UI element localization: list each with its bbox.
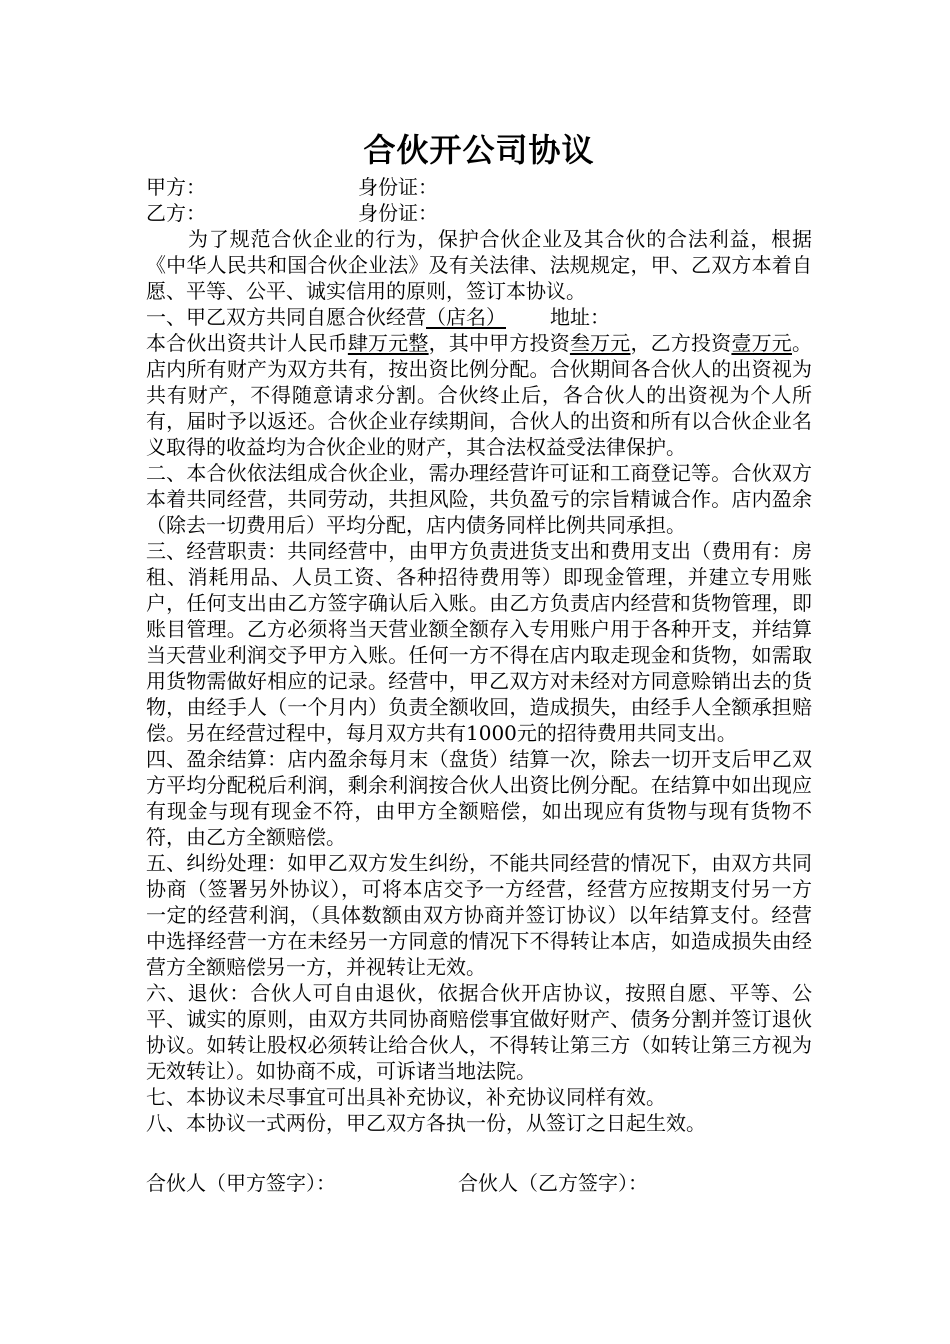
total-capital: 肆万元整 xyxy=(347,331,429,355)
party-a-label: 甲方： xyxy=(146,175,206,199)
clause-1 xyxy=(146,304,812,330)
shop-name-placeholder: （店名） xyxy=(426,305,506,329)
clause-8: 八、本协议一式两份，甲乙双方各执一份，从签订之日起生效。 xyxy=(146,1111,706,1135)
party-b-label: 乙方： xyxy=(146,201,206,225)
clause-4: 四、盈余结算：店内盈余每月末（盘货）结算一次，除去一切开支后甲乙双方平均分配税后利润，剩余利润按合伙人出资比例分配。在结算中如出现应有现金与现有现金不符，由甲方全额赔偿，如出现应有货物与现有货物不符，由乙方全额赔偿。 xyxy=(146,747,812,849)
document-page xyxy=(146,128,812,1196)
spacer xyxy=(146,1136,812,1162)
signature-party-b: 合伙人（乙方签字）： xyxy=(458,1171,648,1195)
address-label: 地址： xyxy=(550,305,610,329)
document-title: 合伙开公司协议 xyxy=(363,131,595,169)
clause-7: 七、本协议未尽事宜可出具补充协议，补充协议同样有效。 xyxy=(146,1085,666,1109)
signature-party-a: 合伙人（甲方签字）： xyxy=(146,1171,336,1195)
party-b-row xyxy=(146,200,812,226)
clause-6: 六、退伙：合伙人可自由退伙，依据合伙开店协议，按照自愿、平等、公平、诚实的原则，由双方共同协商赔偿事宜做好财产、债务分割并签订退伙协议。如转让股权必须转让给合伙人，不得转让第三方（如转让第三方视为无效转让）。如协商不成，可诉诸当地法院。 xyxy=(146,981,812,1083)
party-a-row xyxy=(146,174,812,200)
capital-paragraph: 本合伙出资共计人民币肆万元整，其中甲方投资叁万元，乙方投资壹万元。店内所有财产为双方共有，按出资比例分配。合伙期间各合伙人的出资视为共有财产，不得随意请求分割。合伙终止后，各合伙人的出资视为个人所有，届时予以返还。合伙企业存续期间，合伙人的出资和所有以合伙企业名义取得的收益均为合伙企业的财产，其合法权益受法律保护。 xyxy=(146,331,812,459)
signature-row xyxy=(146,1170,812,1196)
clause-1-prefix: 一、甲乙双方共同自愿合伙经营 xyxy=(146,305,426,329)
clause-2: 二、本合伙依法组成合伙企业，需办理经营许可证和工商登记等。合伙双方本着共同经营，共同劳动，共担风险，共负盈亏的宗旨精诚合作。店内盈余（除去一切费用后）平均分配，店内债务同样比例共同承担。 xyxy=(146,461,812,537)
clause-3: 三、经营职责：共同经营中，由甲方负责进货支出和费用支出（费用有：房租、消耗用品、人员工资、各种招待费用等）即现金管理，并建立专用账户，任何支出由乙方签字确认后入账。由乙方负责店内经营和货物管理，即账目管理。乙方必须将当天营业额全额存入专用账户用于各种开支，并结算当天营业利润交予甲方入账。任何一方不得在店内取走现金和货物，如需取用货物需做好相应的记录。经营中，甲乙双方对未经对方同意赊销出去的货物，由经手人（一个月内）负责全额收回，造成损失，由经手人全额承担赔偿。另在经营过程中，每月双方共有1000元的招待费用共同支出。 xyxy=(146,539,812,745)
party-b-id-label: 身份证： xyxy=(358,201,438,225)
intro-paragraph: 为了规范合伙企业的行为，保护合伙企业及其合伙的合法利益，根据《中华人民共和国合伙企业法》及有关法律、法规规定，甲、乙双方本着自愿、平等、公平、诚实信用的原则，签订本协议。 xyxy=(146,227,812,303)
party-b-investment: 壹万元 xyxy=(731,331,792,355)
party-a-investment: 叁万元 xyxy=(569,331,631,355)
party-a-id-label: 身份证： xyxy=(358,175,438,199)
clause-5: 五、纠纷处理：如甲乙双方发生纠纷，不能共同经营的情况下，由双方共同协商（签署另外协议），可将本店交予一方经营，经营方应按期支付另一方一定的经营利润，（具体数额由双方协商并签订协议）以年结算支付。经营中选择经营一方在未经另一方同意的情况下不得转让本店，如造成损失由经营方全额赔偿另一方，并视转让无效。 xyxy=(146,851,812,979)
